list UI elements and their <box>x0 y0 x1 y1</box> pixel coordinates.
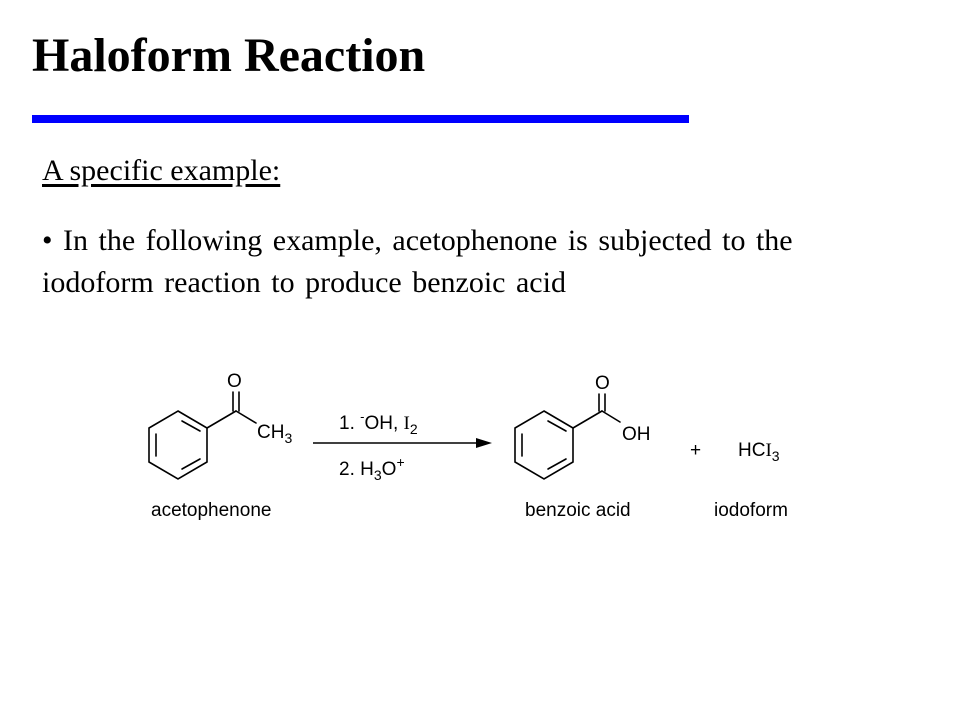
acetophenone-name: acetophenone <box>151 500 272 521</box>
condition-step-1: 1. -OH, $I_2$ <box>339 409 418 437</box>
benzoic-acid-ring-carboxyl-bond <box>573 411 602 428</box>
plus-sign: + <box>690 440 702 461</box>
section-subheading: A specific example: <box>42 154 281 187</box>
acetophenone-methyl-label: $CH_3$ <box>257 422 293 446</box>
acetophenone-ring <box>149 411 207 479</box>
acetophenone-methyl-bond <box>236 411 256 423</box>
acetophenone-oxygen-label: O <box>227 371 242 392</box>
reaction-conditions <box>313 409 492 483</box>
benzoic-acid-hydroxyl-bond <box>602 411 620 422</box>
benzoic-acid-oxygen-label: O <box>595 373 610 394</box>
page-title: Haloform Reaction <box>32 29 426 82</box>
reaction-arrow-head <box>476 438 492 448</box>
benzoic-acid-hydroxyl-label: OH <box>622 424 651 445</box>
bullet-point: • In the following example, acetophenone is subjected to the iodoform reaction to produce benzoic acid <box>42 224 793 299</box>
condition-step-2: 2. $H_3O^+$ <box>339 454 405 483</box>
acetophenone-structure <box>149 371 292 479</box>
acetophenone-ring-carbonyl-bond <box>207 411 236 428</box>
iodoform-formula: $HCI_3$ <box>738 440 780 464</box>
benzoic-acid-name: benzoic acid <box>525 500 631 521</box>
benzoic-acid-ring <box>515 411 573 479</box>
benzoic-acid-structure <box>515 373 651 479</box>
iodoform-name: iodoform <box>714 500 788 521</box>
